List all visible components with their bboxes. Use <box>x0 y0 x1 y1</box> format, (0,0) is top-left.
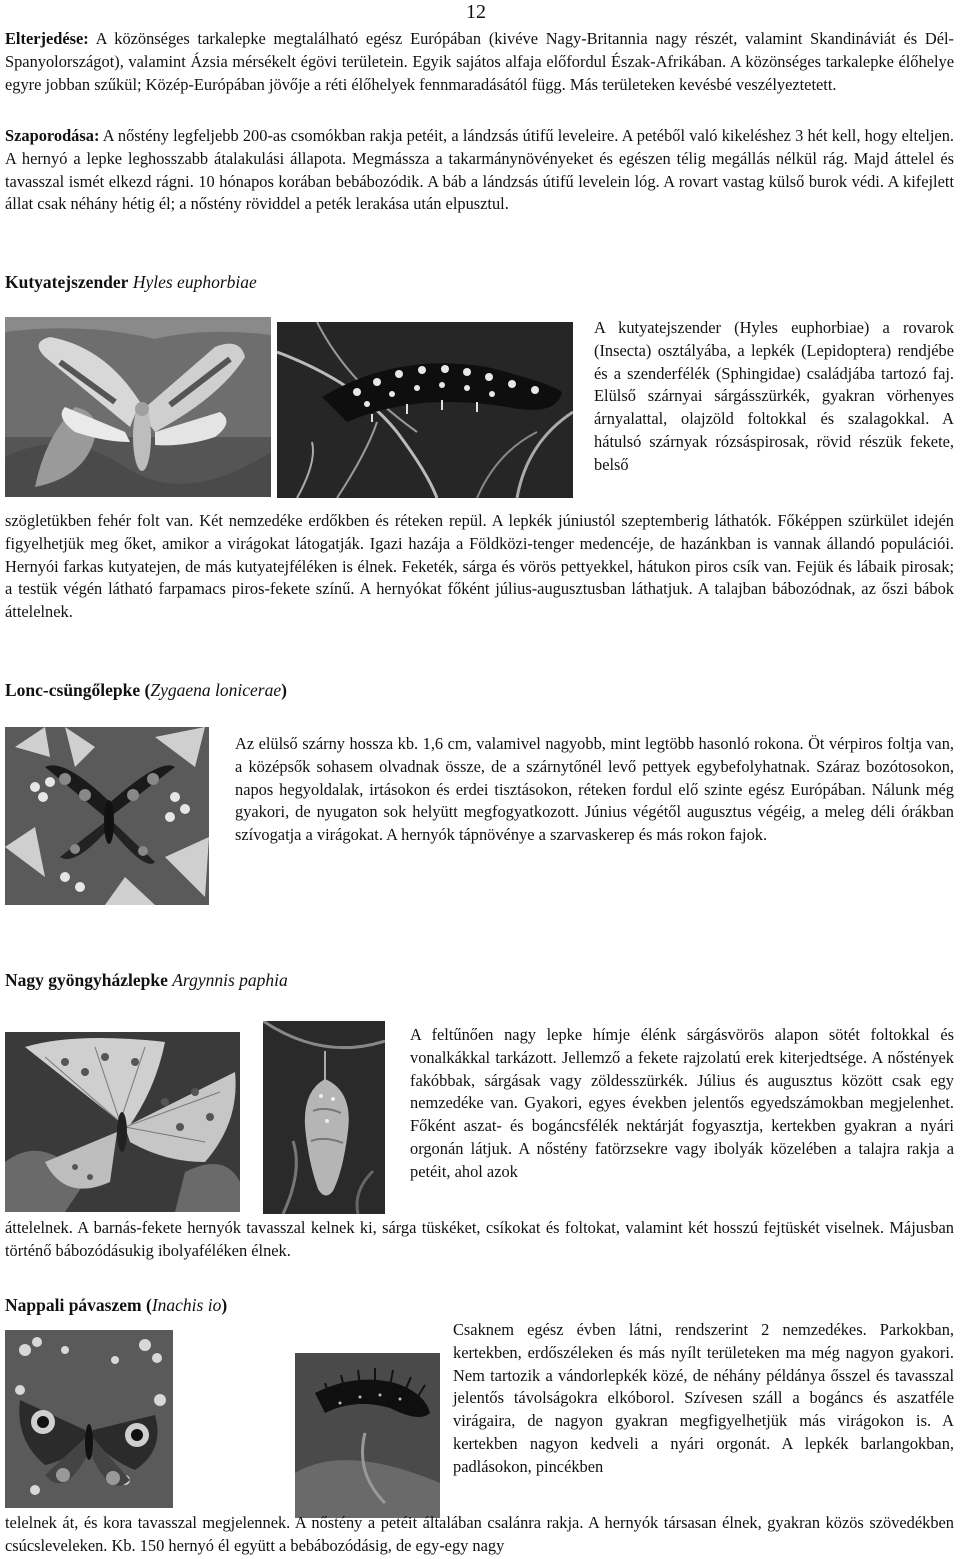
title-latin: Argynnis paphia <box>172 970 288 990</box>
section-title-inachis <box>5 1295 227 1316</box>
title-latin: Inachis io <box>151 1295 222 1315</box>
title-bold: Kutyatejszender <box>5 272 129 292</box>
title-bold: Lonc-csüngőlepke ( <box>5 680 151 700</box>
burnet-moth-photo <box>5 727 209 905</box>
fritillary-photo <box>5 1032 240 1212</box>
section-title-zygaena <box>5 680 287 701</box>
hawkmoth-photo <box>5 317 271 497</box>
title-close: ) <box>221 1295 228 1315</box>
hyles-side-text: A kutyatejszender (Hyles euphorbiae) a rovarok (Insecta) osztályába, a lepkék (Lepidoptera) rendjébe és a szenderfélék (Sphingidae) családjába tartozó faj. Elülső szárnyai sárgásszürkék, gyakran vörhenyes árnyalattal, olajzöld foltokkal és szalagokkal. A hátulsó szárnyak rózsáspirosak, rövid részük fekete, belső <box>594 318 954 474</box>
title-bold: Nagy gyöngyházlepke <box>5 970 168 990</box>
zygaena-text: Az elülső szárny hossza kb. 1,6 cm, valamivel nagyobb, mint legtöbb hasonló rokona. Öt vérpiros foltja van, a középsők sohasem olvadnak össze, de a szárnytőnél levő pettyek egybefolyhatnak. Száraz bozótosokon, napos hegyoldalak, irtásokon és erdei tisztásokon, réteken fordul elő szinte egész Európában. Nálunk még gyakori, de nyugaton sok helyütt megfogyatkozott. Június végétől augusztus végéig, a meleg déli órákban szívogatja a virágokat. A hernyók tápnövénye a szarvaskerep és más rokon fajok. <box>235 734 954 845</box>
hyles-full-text: szögletükben fehér folt van. Két nemzedéke erdőkben és réteken repül. A lepkék júniustól szeptemberig láthatók. Főképpen szürkület idején figyelhetjük meg őket, amikor a virágokat látogatják. Igazi hazája a Földközi-tenger medencéje, de hazánkban is vannak állandó populációi. Hernyói farkas kutyatejen, de más kutyatejféléken is élnek. Feketék, sárga és vörös pettyekkel, hátukon piros csík van. Fejük és lábaik pirosak; a testük végén látható farpamacs piros-fekete színű. A hernyókat főként július-augusztusban láthatjuk. A talajban bábozódnak, az őszi bábok áttelelnek. <box>5 511 954 622</box>
distribution-text: A közönséges tarkalepke megtalálható egész Európában (kivéve Nagy-Britannia nagy részét, valamint Skandináviát és Dél-Spanyolországot), valamint Ázsia mérsékelt égövi területein. Egyik sajátos alfaja előfordul Észak-Afrikában. A közönséges tarkalepke élőhelye egyre jobban szűkül; Közép-Európában jövője a réti élőhelyek fennmaradásától függ. Más területeken kevésbé veszélyeztetett. <box>5 29 954 94</box>
page-number: 12 <box>466 1 486 23</box>
inachis-side-text: Csaknem egész évben látni, rendszerint 2 nemzedékes. Parkokban, kertekben, erdőszéleken és más nyílt területeken ma még nagyon gyakori. Nem tartozik a vándorlepkék közé, de néhány példánya ősszel és tavasszal jelentős távolságokra elkóborol. Szívesen száll a bogáncs és aszatféle virágaira, de nagyon gyakran megfigyelhetjük más virágokon is. A kertekben nagyon kedveli a nyári orgonát. A lepkék barlangokban, padlásokon, pincékben <box>453 1320 954 1476</box>
title-latin: Hyles euphorbiae <box>132 272 257 292</box>
title-latin: Zygaena lonicerae <box>150 680 282 700</box>
argynnis-side-text: A feltűnően nagy lepke hímje élénk sárgásvörös alapon sötét foltokkal és vonalkákkal tarkázott. Jellemző a fekete rajzolatú erek kiterjedtsége. A nőstények fakóbbak, sárgásak vagy zöldesszürkék. Július és augusztus között csak egy nemzedéke van. Gyakori, egyes években jelentős egyedszámokban megjelenhet. Főként aszat- és bogáncsfélék nektárját fogyasztja, kertekben gyakran a nyári orgonán látjuk. A nőstény fatörzsekre vagy ibolyák közelében a talajra rakja a petéit, ahol azok <box>410 1025 954 1181</box>
reproduction-paragraph <box>5 125 954 216</box>
title-bold: Nappali pávaszem ( <box>5 1295 152 1315</box>
title-close: ) <box>281 680 287 700</box>
reproduction-text: A nőstény legfeljebb 200-as csomókban rakja petéit, a lándzsás útifű leveleire. A petéből való kikeléshez 3 hét kell, hogy elteljen. A hernyó a lepke leghosszabb átalakulási állapota. Megmássza a takarmánynövényeket és egészen télig megállás nélkül rág. Majd áttelel és tavasszal ismét elkezd rágni. 10 hónapos korában bebábozódik. A báb a lándzsás útifű levelein lóg. A rovart vastag külső burok védi. A kifejlett állat csak néhány hétig él; a nőstény röviddel a peték lerakása után elpusztul. <box>5 126 954 214</box>
reproduction-label: Szaporodása: <box>5 126 100 145</box>
peacock-butterfly-photo <box>5 1330 173 1508</box>
distribution-label: Elterjedése: <box>5 29 89 48</box>
inachis-full-text: telelnek át, és kora tavasszal megjelennek. A nőstény a petéit általában csalánra rakja. A hernyók társasan élnek, gyakran közös szövedékben csúcsleveleken. Kb. 150 hernyó él együtt a bebábozódásig, de egy-egy nagy <box>5 1513 954 1555</box>
caterpillar-photo <box>277 322 573 498</box>
argynnis-full-text: áttelelnek. A barnás-fekete hernyók tavasszal kelnek ki, sárga tüskéket, csíkokat és foltokat, valamint két hosszú fejtüskét viselnek. Májusban történő bábozódásukig ibolyaféléken élnek. <box>5 1218 954 1260</box>
chrysalis-photo <box>263 1021 385 1214</box>
section-title-hyles <box>5 272 257 293</box>
section-title-argynnis <box>5 970 288 991</box>
distribution-paragraph <box>5 28 954 96</box>
peacock-caterpillar-photo <box>295 1353 440 1518</box>
